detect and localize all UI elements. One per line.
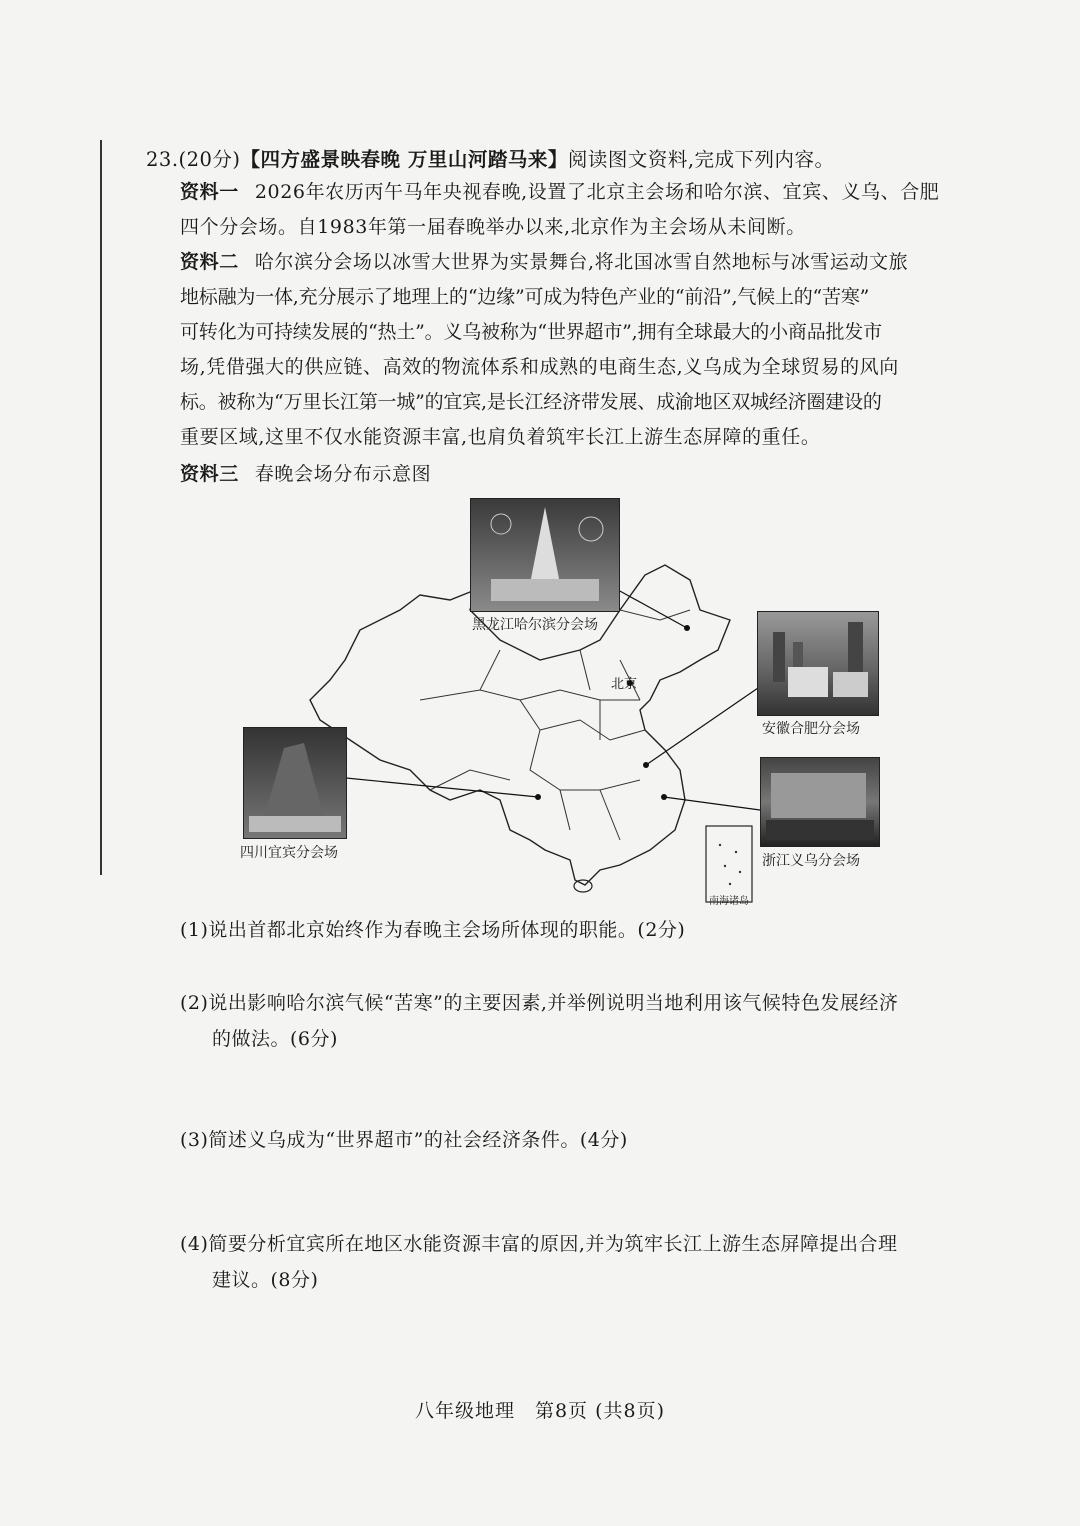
beijing-label: 北京 xyxy=(611,677,638,692)
yiwu-leader xyxy=(664,797,760,810)
sub-question-4 xyxy=(180,1226,975,1298)
yiwu-photo-graphic xyxy=(761,758,879,846)
harbin-photo xyxy=(470,498,620,612)
hefei-photo-graphic xyxy=(758,612,878,715)
sub-question-3: (3)简述义乌成为“世界超市”的社会经济条件。(4分) xyxy=(180,1129,628,1151)
yibin-leader xyxy=(346,778,538,797)
hefei-photo xyxy=(757,611,879,716)
china-outline xyxy=(310,565,730,885)
hefei-leader xyxy=(646,688,758,765)
material-3-text: 春晚会场分布示意图 xyxy=(254,463,432,485)
page-footer: 八年级地理 第8页 (共8页) xyxy=(414,1400,666,1422)
material-2-line-3: 可转化为可持续发展的“热土”。义乌被称为“世界超市”,拥有全球最大的小商品批发市 xyxy=(180,321,882,343)
nanhai-inset xyxy=(706,826,752,902)
sub-question-2-line-1: (2)说出影响哈尔滨气候“苦寒”的主要因素,并举例说明当地利用该气候特色发展经济 xyxy=(180,992,899,1014)
material-2-line-6: 重要区域,这里不仅水能资源丰富,也肩负着筑牢长江上游生态屏障的重任。 xyxy=(180,426,821,448)
yiwu-photo xyxy=(760,757,880,847)
question-number: 23. xyxy=(146,148,179,171)
material-2-label: 资料二 xyxy=(180,251,239,273)
harbin-leader xyxy=(618,590,687,628)
material-3-label: 资料三 xyxy=(180,463,239,485)
sub-question-4-line-1: (4)简要分析宜宾所在地区水能资源丰富的原因,并为筑牢长江上游生态屏障提出合理 xyxy=(180,1233,898,1255)
nanhai-caption: 南海诸岛 xyxy=(709,896,749,907)
harbin-caption: 黑龙江哈尔滨分会场 xyxy=(472,617,598,633)
sub-question-2-line-2: 的做法。(6分) xyxy=(212,1028,338,1050)
sub-question-4-line-2: 建议。(8分) xyxy=(212,1269,319,1291)
material-1-line-1: 2026年农历丙午马年央视春晚,设置了北京主会场和哈尔滨、宜宾、义乌、合肥 xyxy=(254,181,940,203)
nanhai-islands xyxy=(719,844,741,885)
hefei-caption: 安徽合肥分会场 xyxy=(762,721,860,737)
question-theme: 【四方盛景映春晚 万里山河踏马来】 xyxy=(240,148,568,171)
sub-question-1: (1)说出首都北京始终作为春晚主会场所体现的职能。(2分) xyxy=(180,919,686,941)
material-1-line-2: 四个分会场。自1983年第一届春晚举办以来,北京作为主会场从未间断。 xyxy=(180,216,806,238)
question-instruction: 阅读图文资料,完成下列内容。 xyxy=(567,148,835,171)
harbin-photo-graphic xyxy=(471,499,619,611)
hainan-island xyxy=(574,880,592,892)
question-score: (20分) xyxy=(178,148,241,171)
material-2-line-4: 场,凭借强大的供应链、高效的物流体系和成熟的电商生态,义乌成为全球贸易的风向 xyxy=(180,356,899,378)
yibin-photo-graphic xyxy=(244,728,346,838)
material-1-label: 资料一 xyxy=(180,181,239,203)
province-borders xyxy=(420,610,690,840)
yibin-photo xyxy=(243,727,347,839)
yibin-caption: 四川宜宾分会场 xyxy=(240,845,338,861)
material-2-line-5: 标。被称为“万里长江第一城”的宜宾,是长江经济带发展、成渝地区双城经济圈建设的 xyxy=(180,391,882,413)
material-2-line-1: 哈尔滨分会场以冰雪大世界为实景舞台,将北国冰雪自然地标与冰雪运动文旅 xyxy=(254,251,909,273)
material-2-line-2: 地标融为一体,充分展示了地理上的“边缘”可成为特色产业的“前沿”,气候上的“苦寒” xyxy=(180,286,870,308)
yiwu-caption: 浙江义乌分会场 xyxy=(762,853,860,869)
sub-question-2 xyxy=(180,985,975,1057)
